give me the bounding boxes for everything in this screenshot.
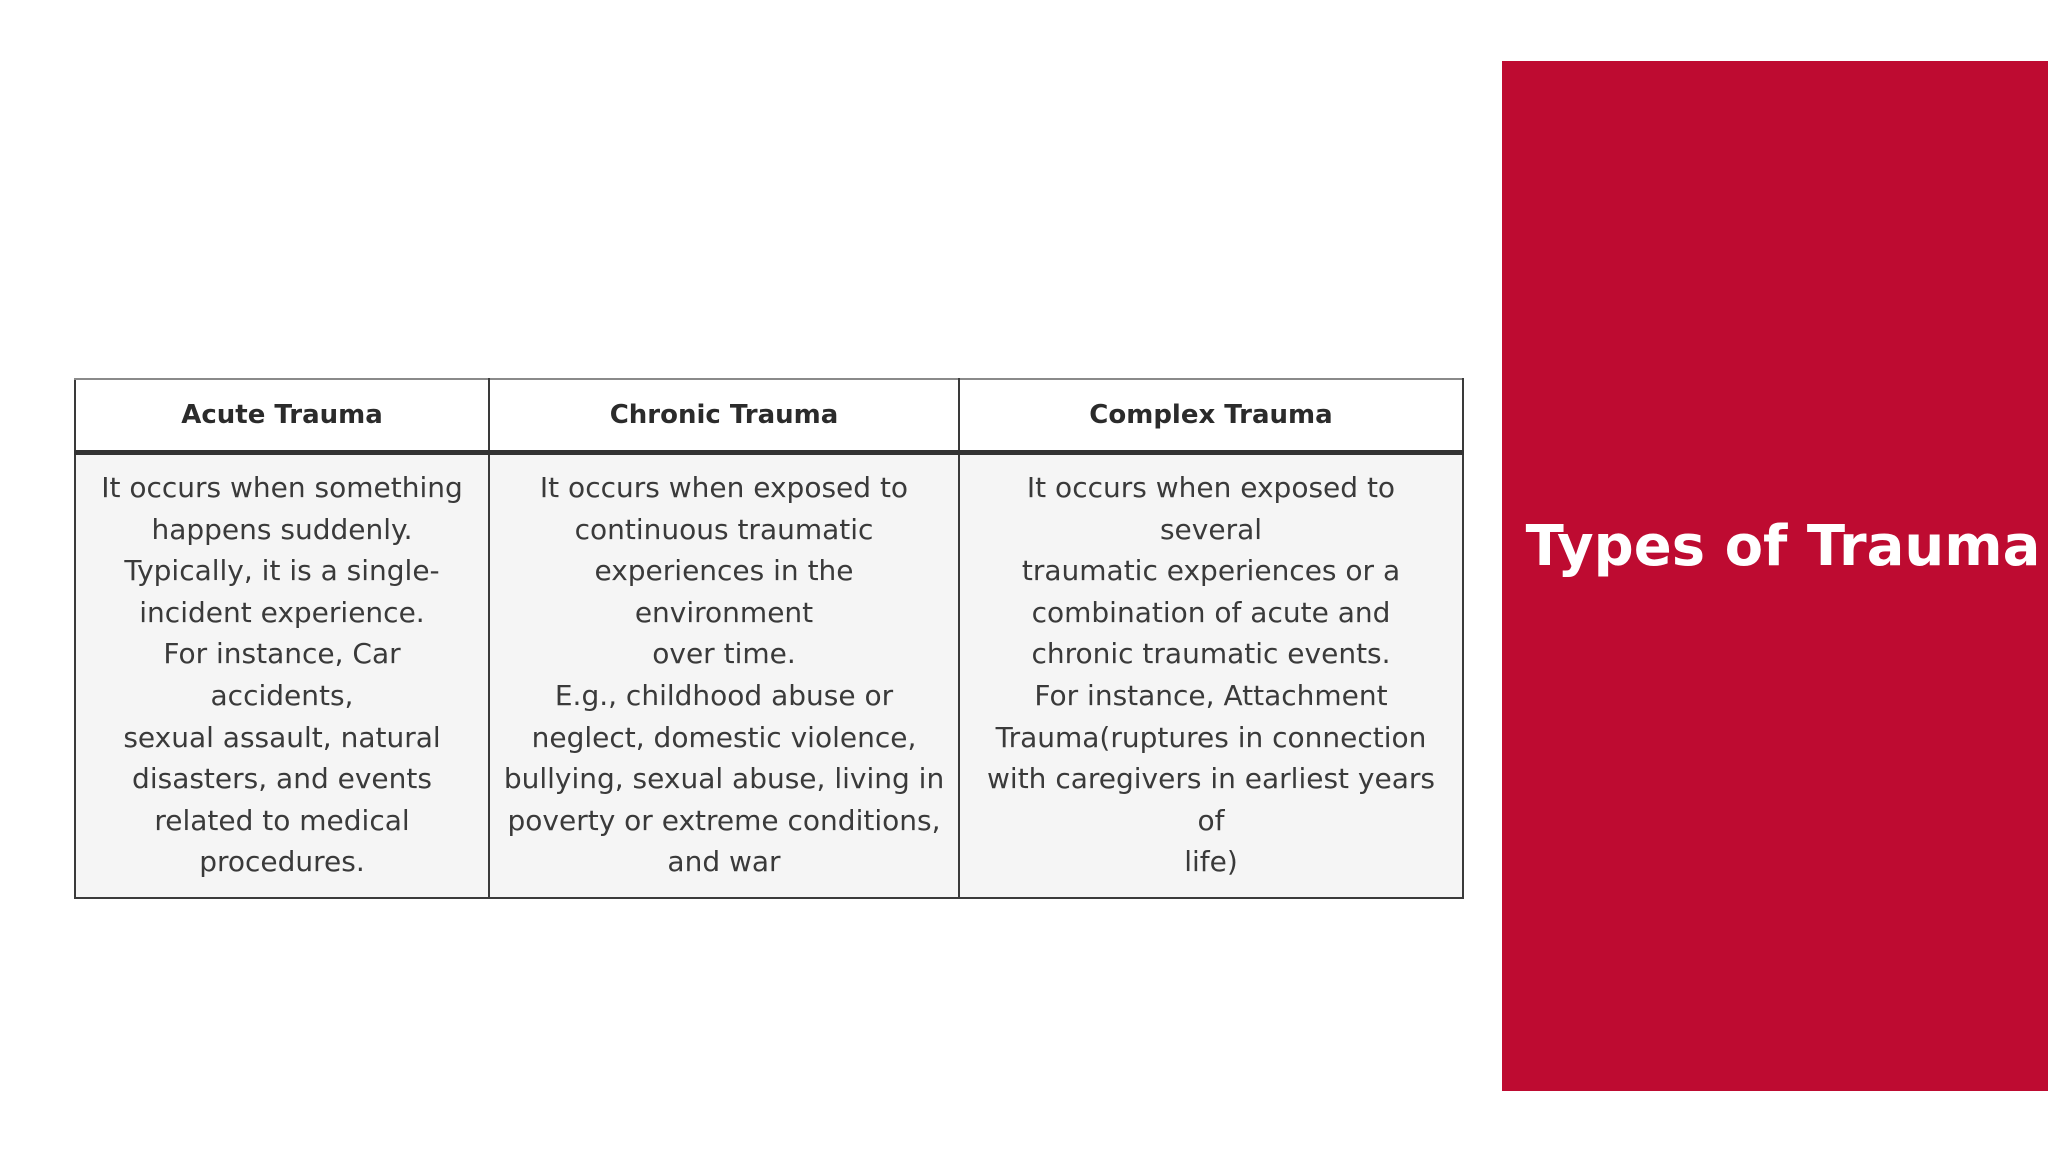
cell-chronic-trauma-description: It occurs when exposed to continuous traumatic experiences in the environment over time. E.g., childhood abuse or neglect, domestic violence, bullying, sexual abuse, living in poverty or extreme conditions, and war (489, 453, 959, 898)
cell-acute-trauma-description: It occurs when something happens suddenly. Typically, it is a single- incident experience. For instance, Car accidents, sexual assault, natural disasters, and events related to medical procedures. (75, 453, 489, 898)
cell-complex-trauma-description: It occurs when exposed to several traumatic experiences or a combination of acute and chronic traumatic events. For instance, Attachment Trauma(ruptures in connection with caregivers in earliest years of life) (959, 453, 1463, 898)
slide-title: Types of Trauma (1525, 514, 2041, 579)
header-complex-trauma: Complex Trauma (959, 379, 1463, 453)
trauma-types-table (74, 378, 1464, 899)
header-acute-trauma: Acute Trauma (75, 379, 489, 453)
table-row (75, 453, 1463, 898)
header-chronic-trauma: Chronic Trauma (489, 379, 959, 453)
table-header-row (75, 379, 1463, 453)
trauma-table-container (74, 378, 1462, 899)
title-panel (1502, 61, 2048, 1091)
